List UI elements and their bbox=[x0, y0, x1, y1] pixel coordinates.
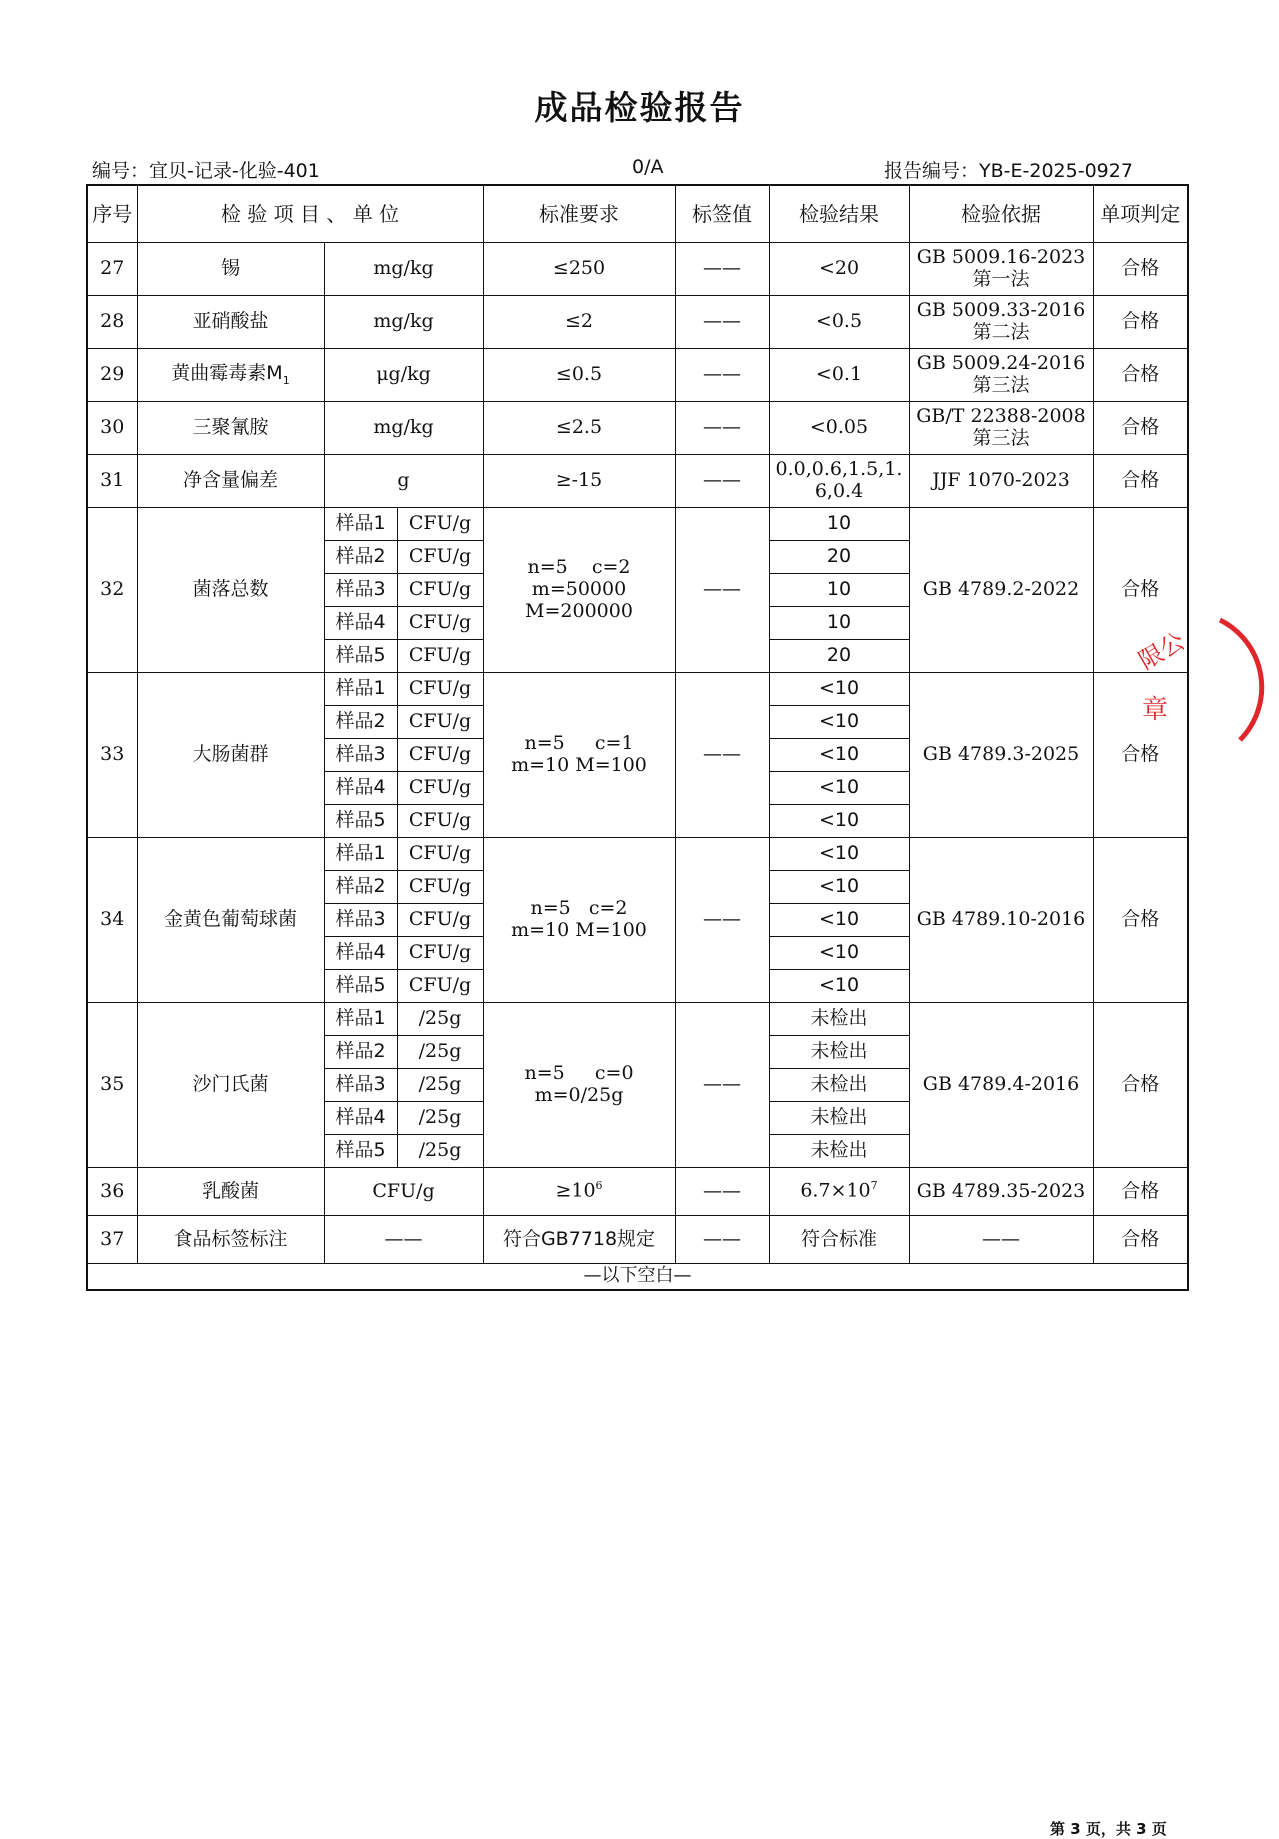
row-basis: GB 4789.4-2016 bbox=[909, 1003, 1093, 1168]
sample-result: 未检出 bbox=[769, 1036, 909, 1069]
table-row bbox=[87, 296, 1188, 349]
row-standard bbox=[483, 673, 675, 838]
row-judgement: 合格 bbox=[1093, 455, 1188, 508]
sample-name: 样品5 bbox=[324, 805, 397, 838]
row-judgement: 合格 bbox=[1093, 402, 1188, 455]
row-seq: 31 bbox=[87, 455, 137, 508]
row-result: <0.05 bbox=[769, 402, 909, 455]
table-row bbox=[87, 243, 1188, 296]
row-item: 乳酸菌 bbox=[137, 1168, 324, 1216]
sample-result: <10 bbox=[769, 772, 909, 805]
row-standard: ≤2.5 bbox=[483, 402, 675, 455]
standard-line-1: n=5 c=2 bbox=[530, 897, 628, 920]
table-row bbox=[87, 1216, 1188, 1264]
sample-name: 样品2 bbox=[324, 1036, 397, 1069]
row-basis bbox=[909, 402, 1093, 455]
row-basis: —— bbox=[909, 1216, 1093, 1264]
row-basis: GB 4789.2-2022 bbox=[909, 508, 1093, 673]
sample-name: 样品3 bbox=[324, 574, 397, 607]
sample-result: <10 bbox=[769, 706, 909, 739]
sample-name: 样品4 bbox=[324, 607, 397, 640]
standard-line-1: n=5 c=1 bbox=[524, 732, 634, 755]
sample-unit: CFU/g bbox=[397, 772, 483, 805]
sample-unit: CFU/g bbox=[397, 739, 483, 772]
row-judgement: 合格 bbox=[1093, 349, 1188, 402]
row-seq: 29 bbox=[87, 349, 137, 402]
sample-name: 样品1 bbox=[324, 673, 397, 706]
row-judgement: 合格 bbox=[1093, 1216, 1188, 1264]
sample-result: <10 bbox=[769, 739, 909, 772]
header-standard: 标准要求 bbox=[483, 185, 675, 243]
row-standard bbox=[483, 1168, 675, 1216]
row-judgement: 合格 bbox=[1093, 673, 1188, 838]
row-label-value: —— bbox=[675, 673, 769, 838]
item-subscript: 1 bbox=[282, 373, 290, 387]
sample-name: 样品2 bbox=[324, 871, 397, 904]
sample-unit: /25g bbox=[397, 1102, 483, 1135]
basis-method: 第三法 bbox=[972, 374, 1030, 396]
sample-result: 10 bbox=[769, 607, 909, 640]
row-item: 亚硝酸盐 bbox=[137, 296, 324, 349]
result-base: 6.7×10 bbox=[800, 1179, 871, 1202]
sample-name: 样品3 bbox=[324, 904, 397, 937]
sample-name: 样品2 bbox=[324, 706, 397, 739]
sample-name: 样品2 bbox=[324, 541, 397, 574]
sample-result: <10 bbox=[769, 937, 909, 970]
basis-standard: GB 5009.24-2016 bbox=[916, 352, 1086, 375]
standard-exponent: 6 bbox=[595, 1179, 603, 1193]
standard-base: ≥10 bbox=[555, 1179, 596, 1202]
row-label-value: —— bbox=[675, 1168, 769, 1216]
sample-unit: /25g bbox=[397, 1135, 483, 1168]
header-result: 检验结果 bbox=[769, 185, 909, 243]
row-judgement: 合格 bbox=[1093, 508, 1188, 673]
sample-result: <10 bbox=[769, 904, 909, 937]
inspection-table bbox=[86, 184, 1189, 1291]
standard-line-1: n=5 c=2 bbox=[527, 556, 631, 579]
sample-name: 样品1 bbox=[324, 508, 397, 541]
report-number: 报告编号：YB-E-2025-0927 bbox=[884, 160, 1133, 182]
row-item: 大肠菌群 bbox=[137, 673, 324, 838]
row-standard bbox=[483, 1003, 675, 1168]
row-unit: mg/kg bbox=[324, 402, 483, 455]
row-result: <0.5 bbox=[769, 296, 909, 349]
row-item: 三聚氰胺 bbox=[137, 402, 324, 455]
sample-result: 未检出 bbox=[769, 1003, 909, 1036]
sample-result: <10 bbox=[769, 805, 909, 838]
sample-name: 样品5 bbox=[324, 970, 397, 1003]
row-judgement: 合格 bbox=[1093, 1168, 1188, 1216]
row-standard bbox=[483, 508, 675, 673]
row-basis: GB 4789.10-2016 bbox=[909, 838, 1093, 1003]
basis-method: 第三法 bbox=[972, 427, 1030, 449]
version-number: 0/A bbox=[632, 156, 664, 178]
row-seq: 35 bbox=[87, 1003, 137, 1168]
sample-result: <10 bbox=[769, 970, 909, 1003]
row-label-value: —— bbox=[675, 349, 769, 402]
table-row bbox=[87, 1168, 1188, 1216]
row-item: 食品标签标注 bbox=[137, 1216, 324, 1264]
record-number: 编号：宜贝-记录-化验-401 bbox=[92, 160, 320, 182]
standard-line-1: n=5 c=0 bbox=[524, 1062, 634, 1085]
sample-unit: CFU/g bbox=[397, 838, 483, 871]
sample-unit: /25g bbox=[397, 1069, 483, 1102]
row-basis bbox=[909, 243, 1093, 296]
page-number: 第 3 页，共 3 页 bbox=[1050, 1820, 1167, 1838]
row-result: <0.1 bbox=[769, 349, 909, 402]
row-unit: —— bbox=[324, 1216, 483, 1264]
sample-name: 样品4 bbox=[324, 1102, 397, 1135]
row-standard bbox=[483, 838, 675, 1003]
sample-unit: CFU/g bbox=[397, 706, 483, 739]
row-standard: ≤2 bbox=[483, 296, 675, 349]
sample-result: 未检出 bbox=[769, 1135, 909, 1168]
row-basis: JJF 1070-2023 bbox=[909, 455, 1093, 508]
row-label-value: —— bbox=[675, 1216, 769, 1264]
basis-standard: GB/T 22388-2008 bbox=[916, 405, 1086, 428]
table-row bbox=[87, 508, 1188, 541]
row-seq: 33 bbox=[87, 673, 137, 838]
row-seq: 36 bbox=[87, 1168, 137, 1216]
row-standard: 符合GB7718规定 bbox=[483, 1216, 675, 1264]
result-exponent: 7 bbox=[870, 1179, 878, 1193]
row-standard: ≥-15 bbox=[483, 455, 675, 508]
row-item: 菌落总数 bbox=[137, 508, 324, 673]
sample-result: 10 bbox=[769, 508, 909, 541]
header-seq: 序号 bbox=[87, 185, 137, 243]
table-footer-row bbox=[87, 1264, 1188, 1291]
company-seal-stamp bbox=[1120, 600, 1270, 750]
sample-result: <10 bbox=[769, 838, 909, 871]
sample-unit: CFU/g bbox=[397, 805, 483, 838]
sample-unit: CFU/g bbox=[397, 904, 483, 937]
table-row bbox=[87, 1003, 1188, 1036]
row-seq: 32 bbox=[87, 508, 137, 673]
row-item: 沙门氏菌 bbox=[137, 1003, 324, 1168]
sample-name: 样品1 bbox=[324, 838, 397, 871]
row-judgement: 合格 bbox=[1093, 243, 1188, 296]
row-label-value: —— bbox=[675, 1003, 769, 1168]
row-judgement: 合格 bbox=[1093, 1003, 1188, 1168]
header-judgement: 单项判定 bbox=[1093, 185, 1188, 243]
row-unit: mg/kg bbox=[324, 243, 483, 296]
sample-unit: CFU/g bbox=[397, 937, 483, 970]
row-item: 锡 bbox=[137, 243, 324, 296]
seal-char: 章 bbox=[1142, 695, 1169, 725]
row-label-value: —— bbox=[675, 402, 769, 455]
basis-standard: GB 5009.16-2023 bbox=[916, 246, 1086, 269]
sample-unit: /25g bbox=[397, 1003, 483, 1036]
standard-line-2: m=10 M=100 bbox=[511, 754, 647, 776]
sample-result: 20 bbox=[769, 541, 909, 574]
sample-result: <10 bbox=[769, 871, 909, 904]
row-unit: μg/kg bbox=[324, 349, 483, 402]
row-judgement: 合格 bbox=[1093, 296, 1188, 349]
sample-result: 20 bbox=[769, 640, 909, 673]
header-basis: 检验依据 bbox=[909, 185, 1093, 243]
seal-text: 限公 bbox=[1134, 626, 1190, 676]
sample-name: 样品5 bbox=[324, 640, 397, 673]
sample-name: 样品4 bbox=[324, 772, 397, 805]
basis-method: 第一法 bbox=[972, 268, 1030, 290]
sample-result: 未检出 bbox=[769, 1102, 909, 1135]
table-row bbox=[87, 402, 1188, 455]
row-result bbox=[769, 1168, 909, 1216]
table-row bbox=[87, 455, 1188, 508]
table-row bbox=[87, 673, 1188, 706]
row-item bbox=[137, 349, 324, 402]
sample-unit: CFU/g bbox=[397, 541, 483, 574]
row-basis bbox=[909, 349, 1093, 402]
table-header-row bbox=[87, 185, 1188, 243]
row-result: <20 bbox=[769, 243, 909, 296]
row-result: 符合标准 bbox=[769, 1216, 909, 1264]
row-label-value: —— bbox=[675, 243, 769, 296]
document-title: 成品检验报告 bbox=[534, 88, 745, 127]
row-seq: 27 bbox=[87, 243, 137, 296]
row-seq: 30 bbox=[87, 402, 137, 455]
sample-unit: CFU/g bbox=[397, 508, 483, 541]
sample-unit: CFU/g bbox=[397, 871, 483, 904]
row-basis bbox=[909, 296, 1093, 349]
sample-unit: CFU/g bbox=[397, 607, 483, 640]
row-standard: ≤0.5 bbox=[483, 349, 675, 402]
blank-below-note: —以下空白— bbox=[87, 1264, 1188, 1291]
sample-result: <10 bbox=[769, 673, 909, 706]
sample-name: 样品3 bbox=[324, 739, 397, 772]
table-row bbox=[87, 838, 1188, 871]
item-name: 黄曲霉毒素M bbox=[171, 361, 283, 384]
row-label-value: —— bbox=[675, 455, 769, 508]
row-unit: g bbox=[324, 455, 483, 508]
row-basis: GB 4789.3-2025 bbox=[909, 673, 1093, 838]
sample-unit: CFU/g bbox=[397, 970, 483, 1003]
basis-standard: GB 5009.33-2016 bbox=[916, 299, 1086, 322]
row-label-value: —— bbox=[675, 296, 769, 349]
row-seq: 34 bbox=[87, 838, 137, 1003]
row-judgement: 合格 bbox=[1093, 838, 1188, 1003]
sample-name: 样品1 bbox=[324, 1003, 397, 1036]
row-seq: 37 bbox=[87, 1216, 137, 1264]
row-label-value: —— bbox=[675, 838, 769, 1003]
row-item: 净含量偏差 bbox=[137, 455, 324, 508]
standard-line-2: m=0/25g bbox=[534, 1084, 624, 1106]
header-item-unit: 检 验 项 目 、 单 位 bbox=[137, 185, 483, 243]
sample-unit: /25g bbox=[397, 1036, 483, 1069]
row-label-value: —— bbox=[675, 508, 769, 673]
sample-result: 10 bbox=[769, 574, 909, 607]
row-item: 金黄色葡萄球菌 bbox=[137, 838, 324, 1003]
sample-unit: CFU/g bbox=[397, 673, 483, 706]
basis-method: 第二法 bbox=[972, 321, 1030, 343]
standard-line-2: m=10 M=100 bbox=[511, 919, 647, 941]
row-basis: GB 4789.35-2023 bbox=[909, 1168, 1093, 1216]
header-label-value: 标签值 bbox=[675, 185, 769, 243]
row-unit: CFU/g bbox=[324, 1168, 483, 1216]
row-result: 0.0,0.6,1.5,1.6,0.4 bbox=[769, 455, 909, 508]
sample-unit: CFU/g bbox=[397, 574, 483, 607]
row-seq: 28 bbox=[87, 296, 137, 349]
sample-name: 样品3 bbox=[324, 1069, 397, 1102]
table-row bbox=[87, 349, 1188, 402]
sample-result: 未检出 bbox=[769, 1069, 909, 1102]
sample-name: 样品4 bbox=[324, 937, 397, 970]
sample-name: 样品5 bbox=[324, 1135, 397, 1168]
sample-unit: CFU/g bbox=[397, 640, 483, 673]
row-unit: mg/kg bbox=[324, 296, 483, 349]
row-standard: ≤250 bbox=[483, 243, 675, 296]
standard-line-2: m=50000 M=200000 bbox=[525, 578, 633, 622]
